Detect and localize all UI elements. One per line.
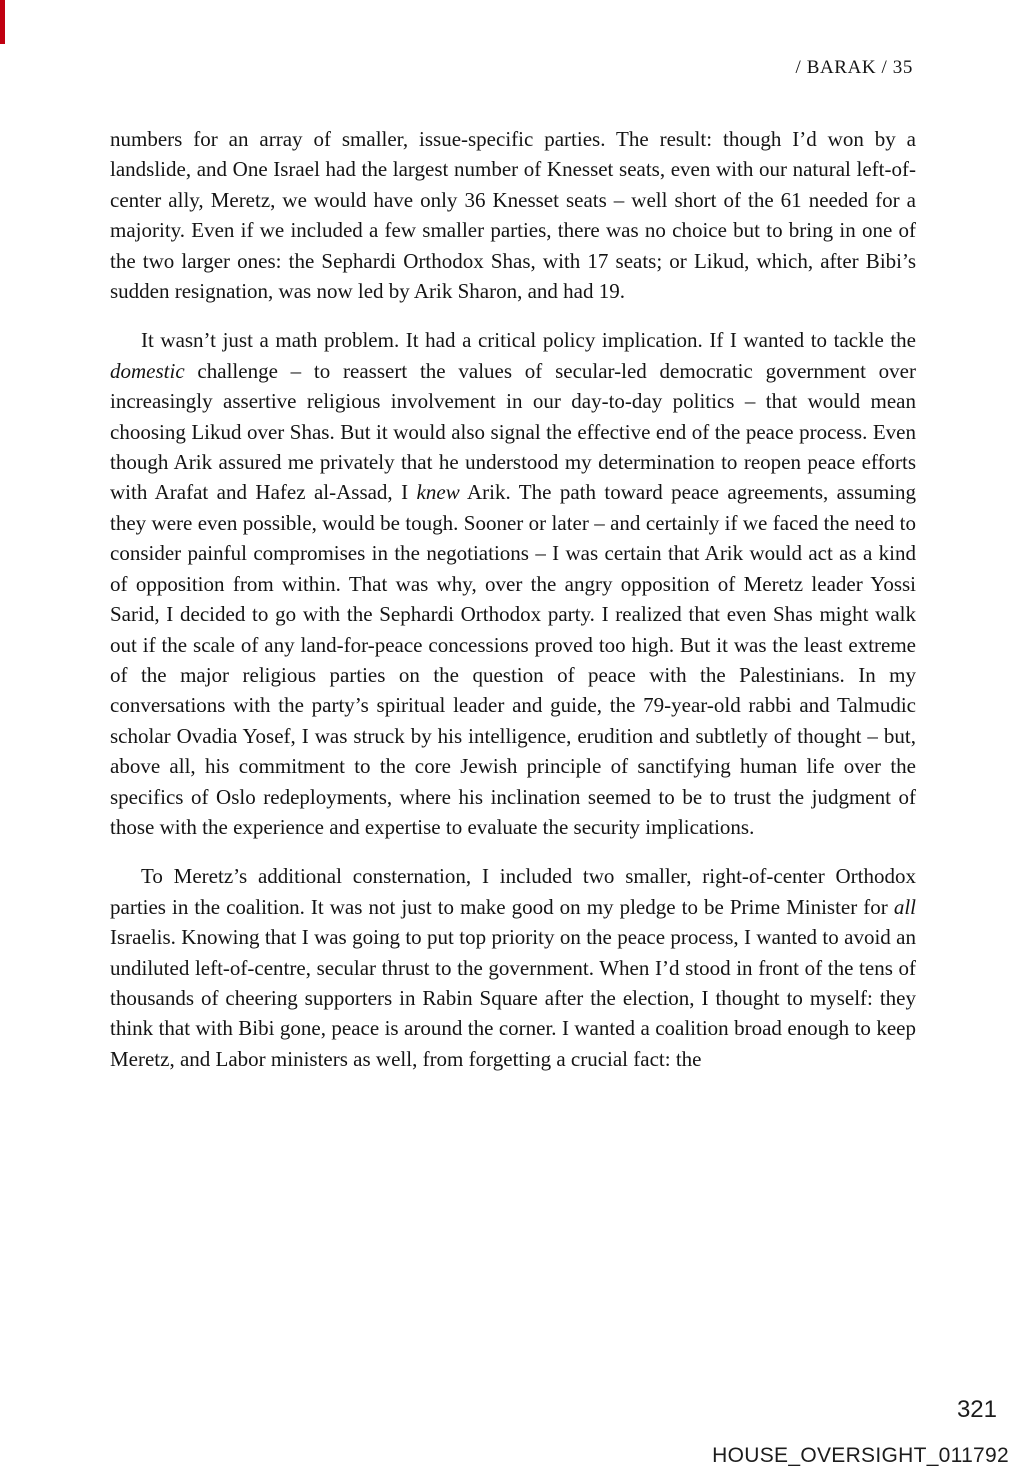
body-text (110, 124, 916, 1093)
body-paragraph: It wasn’t just a math problem. It had a critical policy implication. If I wanted to tackle the domestic challenge – to reassert the values of secular-led democratic government over increasingly assertive religious involvement in our day-to-day politics – that would mean choosing Likud over Shas. But it would also signal the effective end of the peace process. Even though Arik assured me privately that he understood my determination to reopen peace efforts with Arafat and Hafez al-Assad, I knew Arik. The path toward peace agreements, assuming they were even possible, would be tough. Sooner or later – and certainly if we faced the need to consider painful compromises in the negotiations – I was certain that Arik would act as a kind of opposition from within. That was why, over the angry opposition of Meretz leader Yossi Sarid, I decided to go with the Sephardi Orthodox party. I realized that even Shas might walk out if the scale of any land-for-peace concessions proved too high. But it was the least extreme of the major religious parties on the question of peace with the Palestinians. In my conversations with the party’s spiritual leader and guide, the 79-year-old rabbi and Talmudic scholar Ovadia Yosef, I was struck by his intelligence, erudition and subtletly of thought – but, above all, his commitment to the core Jewish principle of sanctifying human life over the specifics of Oslo redeployments, where his inclination seemed to be to trust the judgment of those with the experience and expertise to evaluate the security implications. (110, 328, 917, 839)
body-paragraph: To Meretz’s additional consternation, I included two smaller, right-of-center Orthodox parties in the coalition. It was not just to make good on my pledge to be Prime Minister for all Israelis. Knowing that I was going to put top priority on the peace process, I wanted to avoid an undiluted left-of-centre, secular thrust to the government. When I’d stood in front of the tens of thousands of cheering supporters in Rabin Square after the election, I thought to myself: they think that with Bibi gone, peace is around the corner. I wanted a coalition broad enough to keep Meretz, and Labor ministers as well, from forgetting a crucial fact: the (110, 864, 916, 1071)
body-paragraph: numbers for an array of smaller, issue-specific parties. The result: though I’d won by a landslide, and One Israel had the largest number of Knesset seats, even with our natural left-of-center ally, Meretz, we would have only 36 Knesset seats – well short of the 61 needed for a majority. Even if we included a few smaller parties, there was no choice but to bring in one of the two larger ones: the Sephardi Orthodox Shas, with 17 seats; or Likud, which, after Bibi’s sudden resignation, was now led by Arik Sharon, and had 19. (110, 127, 916, 304)
running-head: / BARAK / 35 (795, 57, 913, 78)
red-edge-mark (0, 0, 5, 44)
bates-stamp: HOUSE_OVERSIGHT_011792 (712, 1444, 1009, 1467)
page-number: 321 (956, 1396, 997, 1423)
